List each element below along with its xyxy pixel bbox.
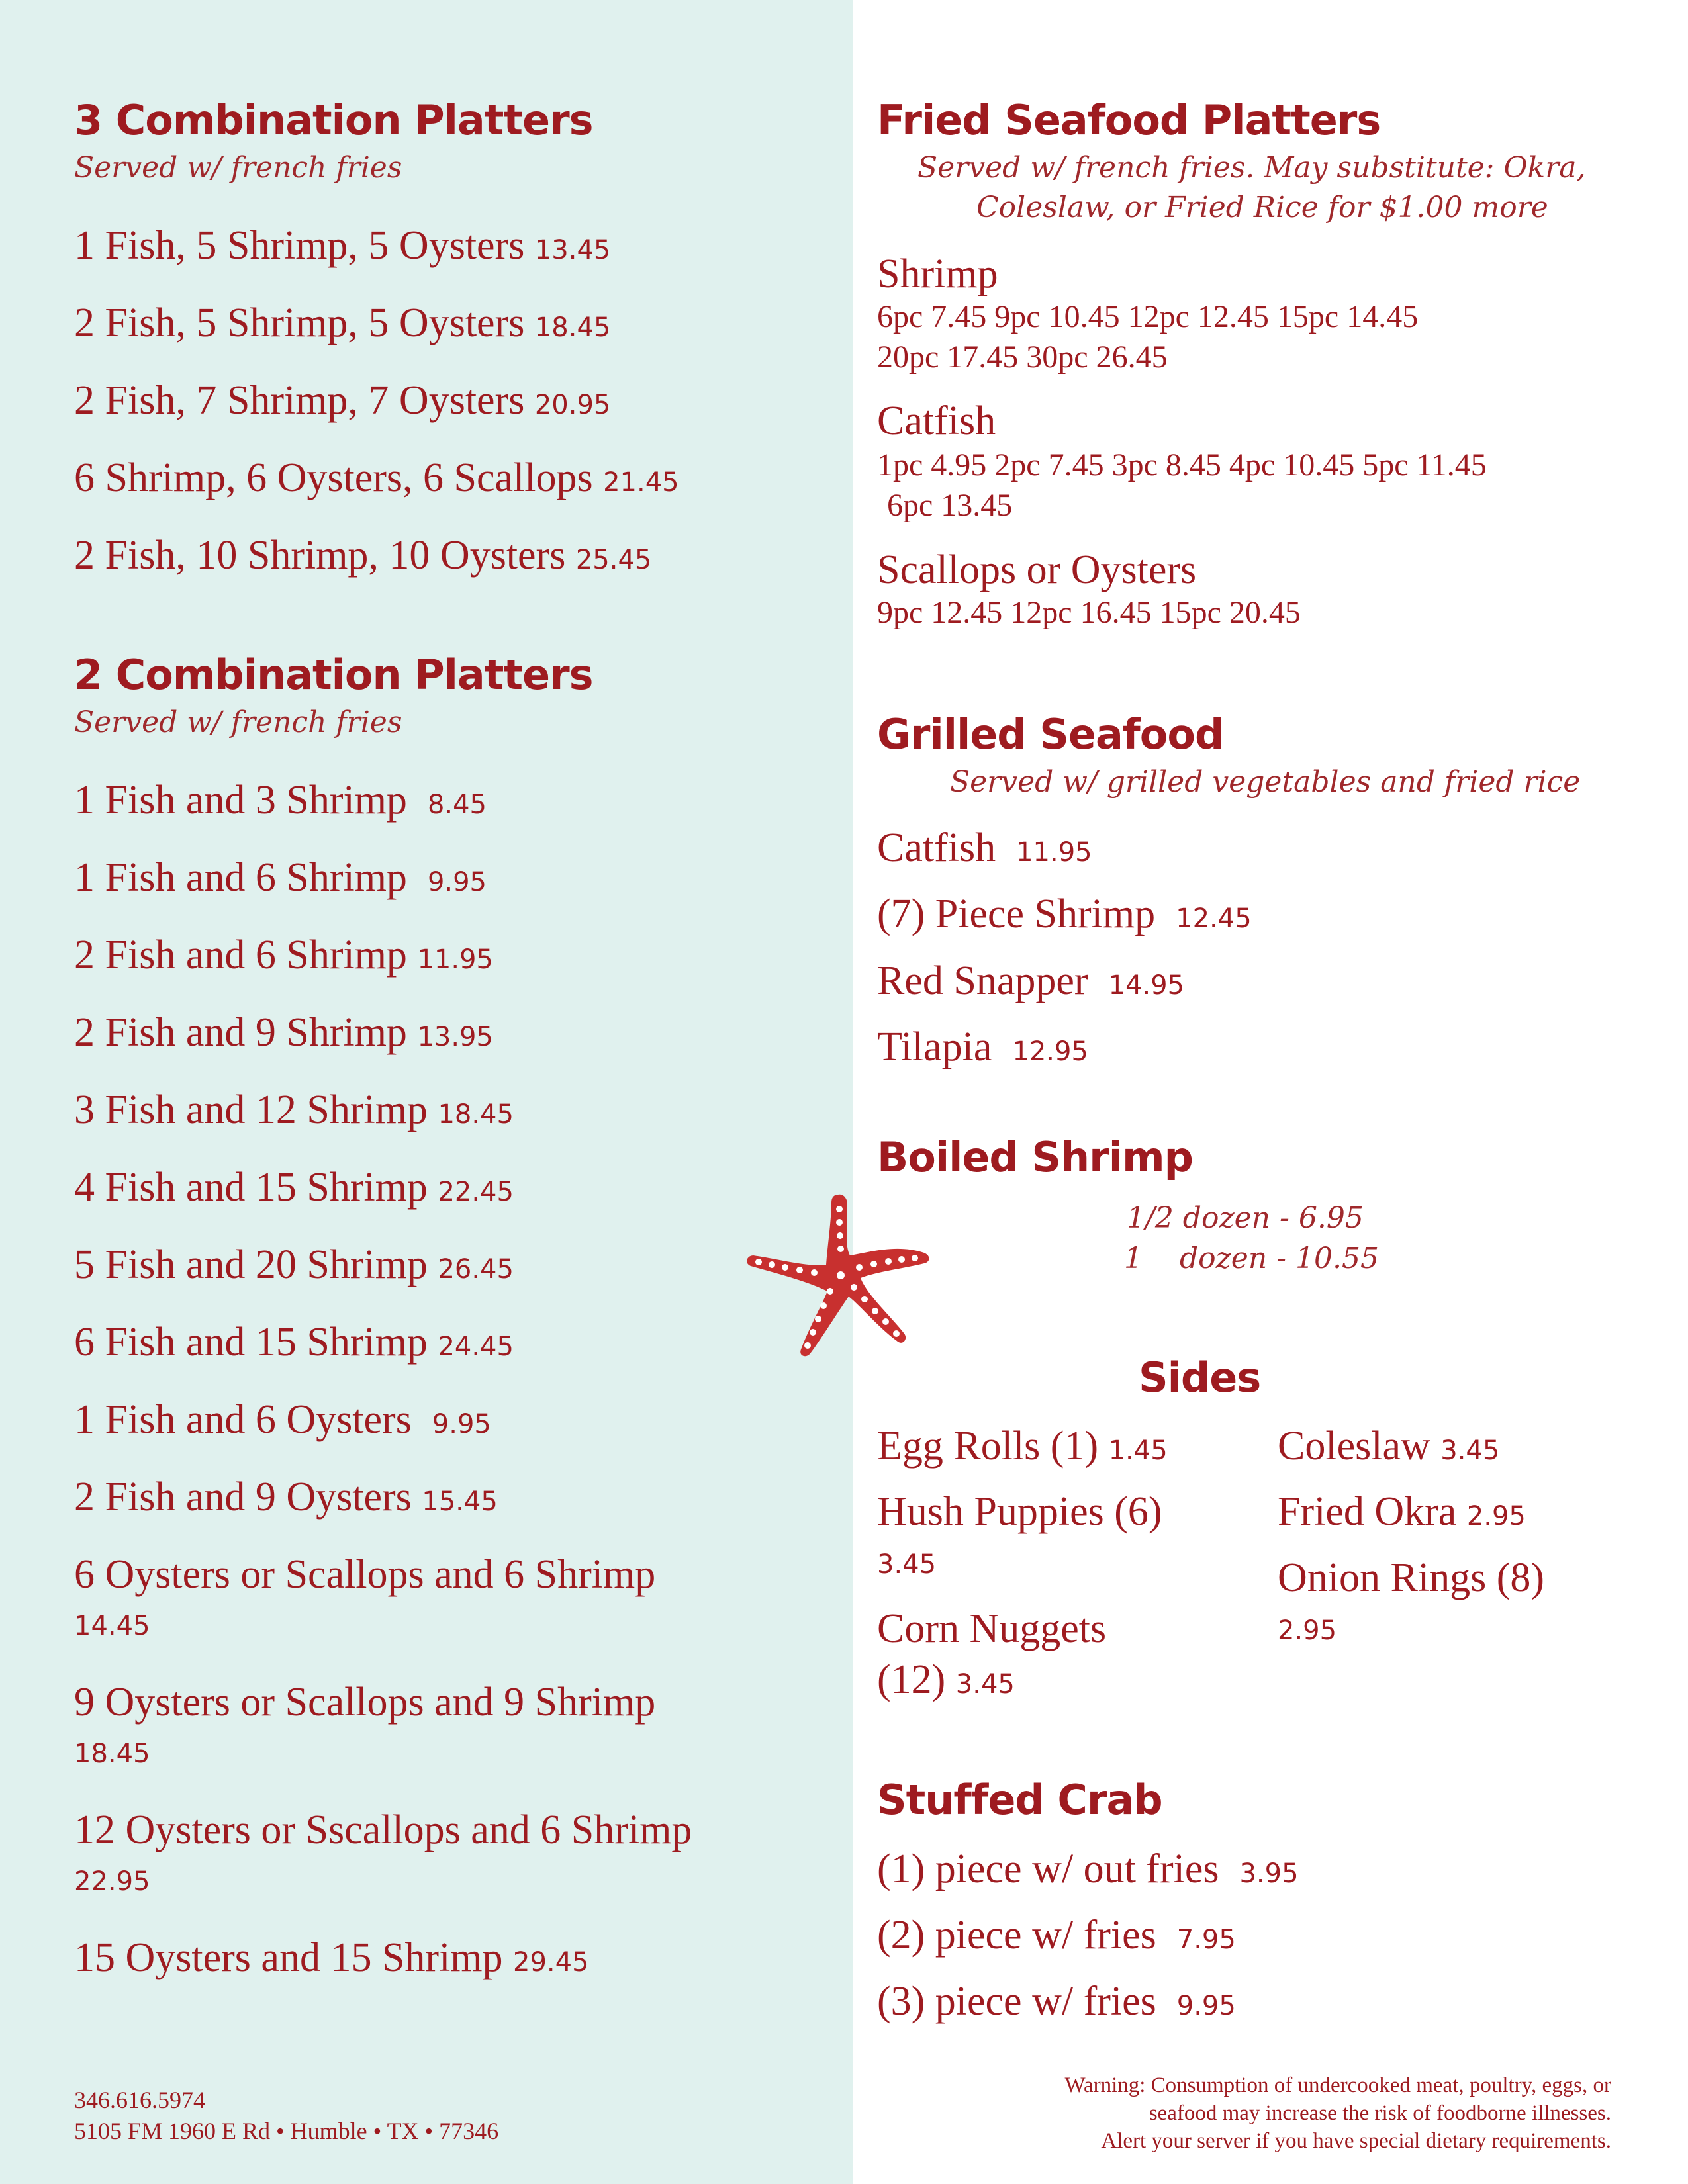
- side-item-name: Hush Puppies (6): [877, 1489, 1162, 1534]
- side-item-name: Onion Rings (8): [1278, 1555, 1544, 1600]
- item-name: Catfish: [877, 825, 996, 870]
- fried-seafood-subtitle-line2: Coleslaw, or Fried Rice for $1.00 more: [976, 191, 1548, 224]
- warning-line: Alert your server if you have special dietary requirements.: [1101, 2129, 1611, 2154]
- item-price: 3.45: [955, 1669, 1015, 1700]
- item-name: (2) piece w/ fries: [877, 1913, 1156, 1958]
- item-name: 1 Fish, 5 Shrimp, 5 Oysters: [74, 223, 525, 268]
- item-price: 2.95: [1466, 1501, 1526, 1531]
- menu-item: [74, 535, 651, 576]
- two-combo-heading: 2 Combination Platters: [74, 651, 593, 699]
- item-price: 3.45: [1440, 1435, 1500, 1466]
- item-price: 11.95: [417, 944, 493, 975]
- menu-item: [877, 1915, 1236, 1956]
- item-price: 24.45: [438, 1332, 514, 1362]
- sides-heading: Sides: [1139, 1353, 1261, 1402]
- item-price: 12.45: [1176, 903, 1252, 934]
- item-name: 2 Fish and 6 Shrimp: [74, 933, 407, 978]
- item-name: 1 Fish and 3 Shrimp: [74, 778, 407, 823]
- item-name: 2 Fish, 5 Shrimp, 5 Oysters: [74, 300, 525, 345]
- item-name: 2 Fish and 9 Oysters: [74, 1475, 412, 1520]
- item-price: 8.45: [427, 790, 487, 820]
- item-name: 6 Shrimp, 6 Oysters, 6 Scallops: [74, 455, 593, 500]
- menu-item: [74, 780, 487, 821]
- menu-item: [877, 827, 1092, 868]
- stuffed-crab-heading: Stuffed Crab: [877, 1776, 1162, 1824]
- item-price: 3.95: [1239, 1858, 1299, 1889]
- fried-shrimp-name: Shrimp: [877, 251, 998, 296]
- fried-seafood-heading: Fried Seafood Platters: [877, 96, 1381, 144]
- side-item: [877, 1426, 1168, 1467]
- item-name: Tilapia: [877, 1024, 992, 1069]
- item-price: 25.45: [575, 545, 652, 575]
- item-price: 1.45: [1108, 1435, 1168, 1466]
- three-combo-heading: 3 Combination Platters: [74, 96, 593, 144]
- menu-item: [877, 1848, 1299, 1889]
- starfish-icon: [741, 1188, 940, 1360]
- side-item-price: 2.95: [1278, 1615, 1337, 1646]
- fried-catfish-prices-line2: 6pc 13.45: [887, 488, 1013, 523]
- item-name: 2 Fish, 10 Shrimp, 10 Oysters: [74, 533, 566, 578]
- item-price: 15.45: [422, 1486, 498, 1517]
- menu-item: [74, 1244, 514, 1285]
- item-name: (7) Piece Shrimp: [877, 891, 1156, 936]
- menu-item: [74, 225, 610, 266]
- item-price: 14.95: [1108, 970, 1185, 1001]
- item-price: 20.95: [534, 390, 611, 420]
- item-price: 9.95: [432, 1409, 491, 1439]
- item-price: 21.45: [603, 467, 679, 498]
- item-name: Fried Okra: [1278, 1489, 1457, 1534]
- menu-item-price: 18.45: [74, 1739, 150, 1769]
- menu-item: [877, 1026, 1088, 1068]
- menu-item: [877, 960, 1184, 1001]
- item-name: 2 Fish, 7 Shrimp, 7 Oysters: [74, 378, 525, 423]
- side-item: [877, 1659, 1015, 1700]
- menu-item: [877, 893, 1252, 934]
- item-price: 12.95: [1012, 1036, 1088, 1067]
- menu-item: [74, 302, 610, 343]
- item-price: 18.45: [438, 1099, 514, 1130]
- item-price: 22.45: [438, 1177, 514, 1207]
- menu-item: [74, 1012, 493, 1053]
- food-safety-warning: [1064, 2071, 1611, 2156]
- grilled-seafood-subtitle: Served w/ grilled vegetables and fried rice: [950, 765, 1581, 799]
- menu-item-name: 6 Oysters or Scallops and 6 Shrimp: [74, 1552, 656, 1597]
- item-price: 13.95: [417, 1022, 493, 1052]
- item-price: 9.95: [427, 867, 487, 897]
- side-item-name: Corn Nuggets: [877, 1606, 1107, 1651]
- side-item: [1278, 1491, 1526, 1532]
- boiled-half-dozen: 1/2 dozen - 6.95: [1127, 1201, 1364, 1235]
- menu-item: [74, 380, 610, 421]
- menu-item: [74, 1937, 589, 1978]
- fried-catfish-name: Catfish: [877, 398, 996, 443]
- item-name: 15 Oysters and 15 Shrimp: [74, 1935, 503, 1980]
- boiled-shrimp-heading: Boiled Shrimp: [877, 1133, 1193, 1181]
- menu-item-name: 9 Oysters or Scallops and 9 Shrimp: [74, 1680, 656, 1725]
- item-price: 11.95: [1016, 837, 1092, 868]
- menu-item-name: 12 Oysters or Sscallops and 6 Shrimp: [74, 1807, 692, 1852]
- menu-item: [74, 1089, 514, 1130]
- side-item: [1278, 1426, 1499, 1467]
- item-price: 13.45: [534, 235, 611, 265]
- item-price: 18.45: [534, 312, 611, 343]
- item-name: (1) piece w/ out fries: [877, 1846, 1219, 1891]
- warning-line: seafood may increase the risk of foodborne illnesses.: [1149, 2101, 1611, 2126]
- menu-item: [74, 1399, 491, 1440]
- two-combo-subtitle: Served w/ french fries: [74, 705, 402, 739]
- menu-item: [74, 934, 493, 976]
- menu-item-price: 14.45: [74, 1611, 150, 1641]
- menu-item: [74, 1322, 514, 1363]
- item-name: 4 Fish and 15 Shrimp: [74, 1165, 428, 1210]
- item-name: 1 Fish and 6 Oysters: [74, 1397, 412, 1442]
- item-name: (3) piece w/ fries: [877, 1979, 1156, 2024]
- side-item-price: 3.45: [877, 1549, 937, 1580]
- item-name: 1 Fish and 6 Shrimp: [74, 855, 407, 900]
- menu-item: [877, 1981, 1236, 2022]
- item-name: Egg Rolls (1): [877, 1424, 1099, 1469]
- fried-seafood-subtitle-line1: Served w/ french fries. May substitute: Okra,: [917, 151, 1586, 185]
- boiled-dozen: 1 dozen - 10.55: [1124, 1242, 1379, 1275]
- item-name: 3 Fish and 12 Shrimp: [74, 1087, 428, 1132]
- item-price: 29.45: [513, 1947, 589, 1978]
- menu-item: [74, 1477, 498, 1518]
- item-name: 5 Fish and 20 Shrimp: [74, 1242, 428, 1287]
- fried-catfish-prices-line1: 1pc 4.95 2pc 7.45 3pc 8.45 4pc 10.45 5pc 11.45: [877, 447, 1487, 482]
- item-price: 26.45: [438, 1254, 514, 1285]
- item-name: 6 Fish and 15 Shrimp: [74, 1320, 428, 1365]
- phone-number: 346.616.5974: [74, 2087, 205, 2113]
- warning-line: Warning: Consumption of undercooked meat, poultry, eggs, or: [1064, 2073, 1611, 2097]
- menu-item: [74, 457, 679, 498]
- fried-shrimp-prices-line1: 6pc 7.45 9pc 10.45 12pc 12.45 15pc 14.45: [877, 299, 1419, 334]
- fried-shrimp-prices-line2: 20pc 17.45 30pc 26.45: [877, 340, 1168, 375]
- address: 5105 FM 1960 E Rd • Humble • TX • 77346: [74, 2118, 499, 2144]
- three-combo-subtitle: Served w/ french fries: [74, 151, 402, 185]
- item-name: (12): [877, 1657, 946, 1702]
- menu-item: [74, 1167, 514, 1208]
- fried-scallops-prices: 9pc 12.45 12pc 16.45 15pc 20.45: [877, 595, 1301, 630]
- item-name: Coleslaw: [1278, 1424, 1430, 1469]
- item-name: Red Snapper: [877, 958, 1088, 1003]
- item-price: 7.95: [1176, 1925, 1236, 1955]
- fried-scallops-name: Scallops or Oysters: [877, 547, 1197, 592]
- menu-item-price: 22.95: [74, 1866, 150, 1897]
- grilled-seafood-heading: Grilled Seafood: [877, 710, 1224, 758]
- item-price: 9.95: [1176, 1991, 1236, 2021]
- item-name: 2 Fish and 9 Shrimp: [74, 1010, 407, 1055]
- menu-item: [74, 857, 487, 898]
